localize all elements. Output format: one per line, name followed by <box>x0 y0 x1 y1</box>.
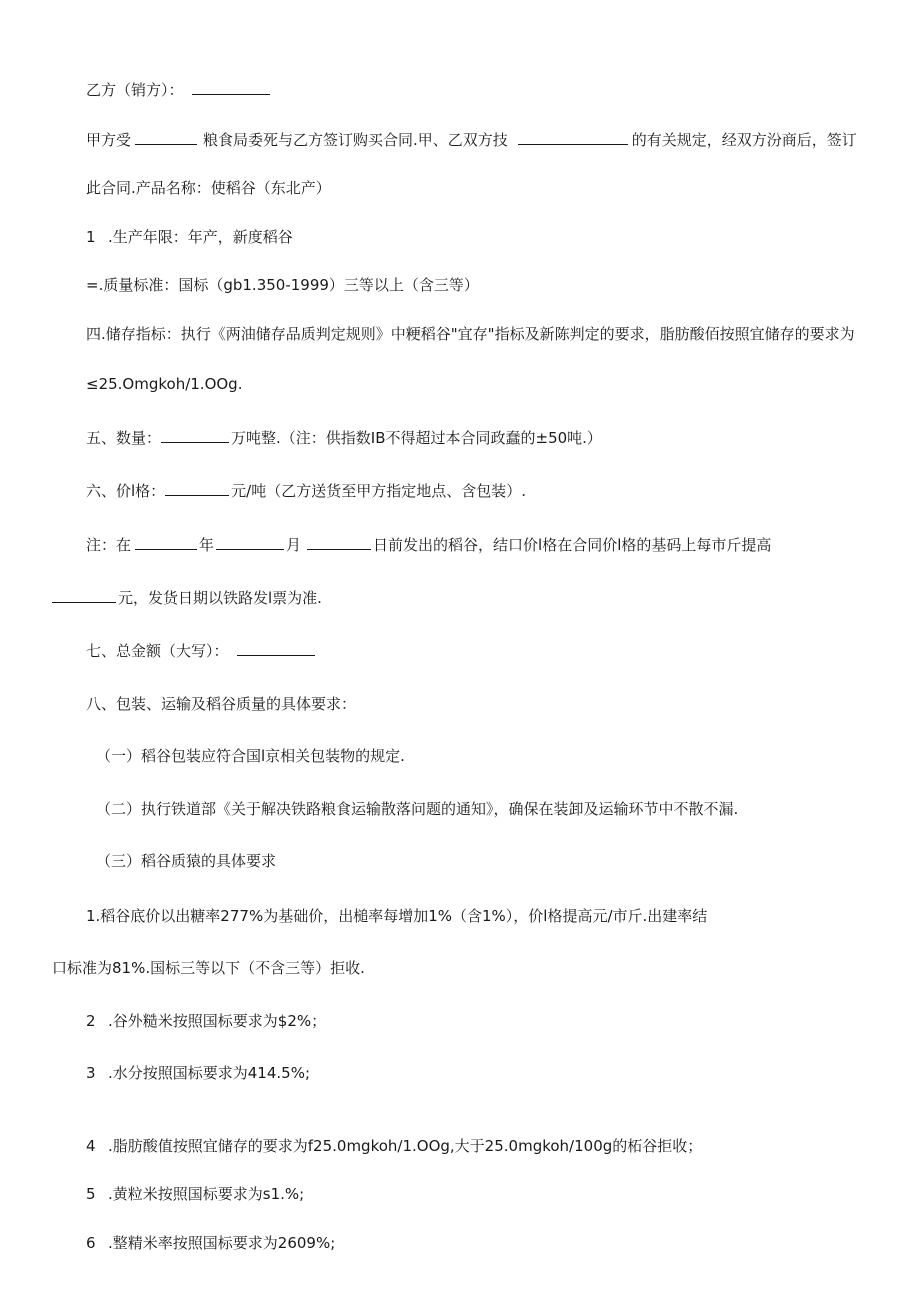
bureau-blank <box>135 130 197 145</box>
item-1 <box>86 227 293 247</box>
req-3-number: 3 <box>86 1064 96 1082</box>
item-2: =.质量标准：国标（gb1.350-1999）三等以上（含三等） <box>86 276 479 294</box>
req-4-text: .脂肪酸值按照宜储存的要求为f25.0mgkoh∕1.OOg,大于25.0mgkoh∕100g的柘谷拒收； <box>108 1137 703 1155</box>
note-text-d: 日前发出的稻谷，结口价l格在合同价l格的基码上每市斤提高 <box>373 536 772 554</box>
req-2-text: .谷外糙米按照国标要求为$2%； <box>108 1012 327 1030</box>
quantity-blank <box>161 428 229 443</box>
party-b-label: 乙方（销方）： <box>86 81 184 99</box>
req-6-number: 6 <box>86 1234 96 1252</box>
regulation-blank <box>518 130 628 145</box>
year-blank <box>135 535 197 550</box>
req-2 <box>86 1011 326 1031</box>
note-year-label: 年 <box>199 536 215 554</box>
item-6-text: 元/吨（乙方送货至甲方指定地点、含包装）. <box>231 482 526 500</box>
month-blank <box>216 535 284 550</box>
intro-text-b: 粮食局委死与乙方签订购买合同.甲、乙双方技 <box>203 131 508 149</box>
intro-text-c: 的有关规定，经双方汾商后，签订 <box>631 131 857 149</box>
req-4 <box>86 1136 702 1156</box>
req-2-number: 2 <box>86 1012 96 1030</box>
price-blank <box>165 481 229 496</box>
intro-line-1 <box>86 130 857 150</box>
item-1-text: .生产年限：年产，新度稻谷 <box>108 228 293 246</box>
item-5-text: 万吨整.（注：供指数IB不得超过本合同政蠢的±50吨.） <box>231 429 602 447</box>
req-5 <box>86 1184 304 1204</box>
sub-item-1: （一）稻谷包装应符合国l京相关包装物的规定. <box>96 747 405 765</box>
intro-text-a: 甲方受 <box>86 131 132 149</box>
item-6 <box>86 481 526 501</box>
total-amount-blank <box>237 641 315 656</box>
note-line-2 <box>52 588 322 608</box>
increase-blank <box>52 588 116 603</box>
req-5-number: 5 <box>86 1185 96 1203</box>
req-1-line-2: 口标准为81%.国标三等以下（不含三等）拒收. <box>52 959 365 977</box>
note-month-label: 月 <box>286 536 302 554</box>
item-8: 八、包装、运输及稻谷质量的具体要求： <box>86 695 357 713</box>
req-3-text: .水分按照国标要求为414.5%; <box>108 1064 311 1082</box>
party-b-blank <box>192 80 270 95</box>
item-7-label: 七、总金额（大写）： <box>86 642 229 660</box>
item-1-number: 1 <box>86 228 96 246</box>
item-6-label: 六、价l格： <box>86 482 166 500</box>
note-text-a: 注：在 <box>86 536 132 554</box>
req-6 <box>86 1233 335 1253</box>
item-5-label: 五、数量： <box>86 429 162 447</box>
sub-item-3: （三）稻谷质猿的具体要求 <box>96 852 277 870</box>
req-6-text: .整精米率按照国标要求为2609%; <box>108 1234 336 1252</box>
item-4-line-1: 四.储存指标：执行《两油储存品质判定规则》中粳稻谷"宜存"指标及新陈判定的要求，脂肪酸佰按照宜储存的要求为 <box>86 325 855 343</box>
intro-line-2: 此合同.产品名称：使稻谷（东北产） <box>86 179 331 197</box>
item-7 <box>86 641 315 661</box>
party-b-line <box>86 80 270 100</box>
item-5 <box>86 428 602 448</box>
sub-item-2: （二）执行铁道部《关于解决铁路粮食运输散落问题的通知》，确保在装卸及运输环节中不散不漏. <box>96 800 739 818</box>
req-4-number: 4 <box>86 1137 96 1155</box>
note-line-1 <box>86 535 771 555</box>
req-3 <box>86 1063 310 1083</box>
req-5-text: .黄粒米按照国标要求为s1.%; <box>108 1185 305 1203</box>
day-blank <box>307 535 371 550</box>
note-text-e: 元，发货日期以铁路发l票为准. <box>118 589 322 607</box>
req-1-line-1: 1.稻谷底价以出糖率277%为基础价，出槌率每增加1%（含1%），价l格提高元/市斤.出建率结 <box>86 907 708 925</box>
item-4-line-2: ≤25.Omgkoh/1.OOg. <box>86 375 243 393</box>
